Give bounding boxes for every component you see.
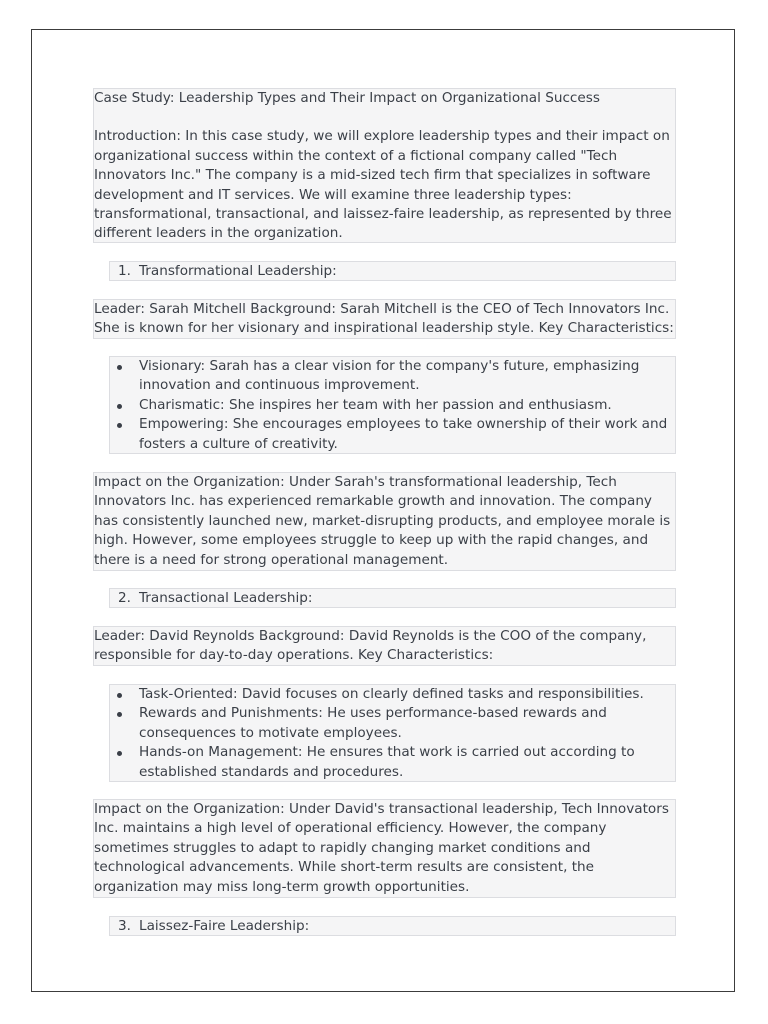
- list-item-text: Visionary: Sarah has a clear vision for the company's future, emphasizing innovation and continuous improvement.: [139, 358, 640, 394]
- bullet-icon: [117, 423, 122, 428]
- leader-text: Leader: Sarah Mitchell Background: Sarah Mitchell is the CEO of Tech Innovators Inc. She is known for her visionary and inspirational leadership style. Key Characteristics:: [94, 301, 674, 337]
- list-item: [110, 743, 675, 782]
- characteristics-list-david: [109, 684, 676, 782]
- list-item: [110, 357, 675, 396]
- characteristics-list-sarah: [109, 356, 676, 454]
- bullet-icon: [117, 712, 122, 717]
- impact-paragraph-david: [93, 799, 676, 898]
- list-item-text: Task-Oriented: David focuses on clearly defined tasks and responsibilities.: [139, 686, 644, 702]
- leader-paragraph-sarah: [93, 299, 676, 339]
- section-number: 3.: [118, 918, 131, 934]
- section-heading-text: Laissez-Faire Leadership:: [139, 918, 310, 934]
- impact-paragraph-sarah: [93, 472, 676, 571]
- paragraph-gap: [94, 108, 675, 127]
- section-heading-transactional: [109, 588, 676, 608]
- list-item: [110, 704, 675, 743]
- section-heading-laissez-faire: [109, 916, 676, 936]
- list-item: [110, 396, 675, 415]
- bullet-icon: [117, 693, 122, 698]
- introduction-paragraph: Introduction: In this case study, we will explore leadership types and their impact on organizational success within the context of a fictional company called "Tech Innovators Inc." The company is a mid-sized tech firm that specializes in software development and IT services. We will examine three leadership types: transformational, transactional, and laissez-faire leadership, as represented by three different leaders in the organization.: [94, 128, 672, 242]
- document-title: Case Study: Leadership Types and Their Impact on Organizational Success: [94, 90, 600, 106]
- section-heading-transformational: [109, 261, 676, 281]
- leader-paragraph-david: [93, 626, 676, 666]
- intro-block: [93, 88, 676, 243]
- list-item-text: Hands-on Management: He ensures that work is carried out according to established standards and procedures.: [139, 744, 635, 780]
- list-item-text: Rewards and Punishments: He uses performance-based rewards and consequences to motivate employees.: [139, 705, 607, 741]
- list-item: [110, 685, 675, 704]
- bullet-icon: [117, 404, 122, 409]
- bullet-icon: [117, 751, 122, 756]
- impact-text: Impact on the Organization: Under Sarah's transformational leadership, Tech Innovators Inc. has experienced remarkable growth and innovation. The company has consistently launched new, market-disrupting products, and employee morale is high. However, some employees struggle to keep up with the rapid changes, and there is a need for strong operational management.: [94, 474, 671, 568]
- section-heading-text: Transactional Leadership:: [139, 590, 313, 606]
- list-item-text: Empowering: She encourages employees to take ownership of their work and fosters a culture of creativity.: [139, 416, 668, 452]
- document-page: [31, 29, 735, 992]
- section-heading-text: Transformational Leadership:: [139, 263, 337, 279]
- bullet-icon: [117, 365, 122, 370]
- list-item: [110, 415, 675, 454]
- list-item-text: Charismatic: She inspires her team with her passion and enthusiasm.: [139, 396, 612, 413]
- section-number: 1.: [118, 263, 131, 279]
- leader-text: Leader: David Reynolds Background: David Reynolds is the COO of the company, responsible for day-to-day operations. Key Characteristics:: [94, 628, 647, 664]
- section-number: 2.: [118, 590, 131, 606]
- impact-text: Impact on the Organization: Under David's transactional leadership, Tech Innovators Inc. maintains a high level of operational efficiency. However, the company sometimes struggles to adapt to rapidly changing market conditions and technological advancements. While short-term results are consistent, the organization may miss long-term growth opportunities.: [94, 801, 669, 895]
